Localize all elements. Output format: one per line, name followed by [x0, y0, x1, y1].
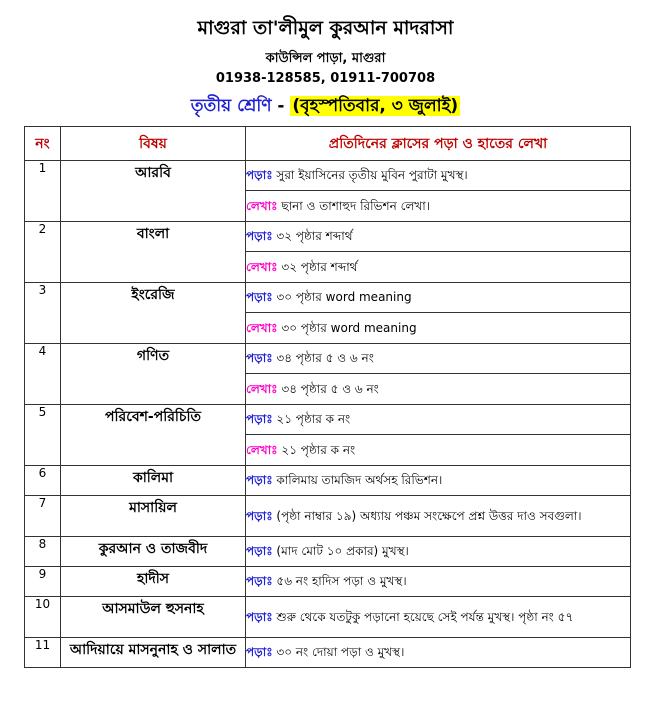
write-label: লেখাঃ — [246, 198, 278, 213]
write-label: লেখাঃ — [246, 381, 278, 396]
class-date-line — [0, 93, 651, 121]
row-number: 7 — [25, 496, 61, 537]
table-row — [25, 344, 631, 374]
read-text: (পৃষ্ঠা নাম্বার ১৯) অধ্যায় পঞ্চম সংক্ষেপে প্রশ্ন উত্তর দাও সবগুলা। — [272, 508, 582, 523]
read-text: সুরা ইয়াসিনের তৃতীয় মুবিন পুরাটা মুখস্থ। — [272, 168, 468, 182]
row-number: 2 — [25, 222, 61, 283]
read-text: ৩২ পৃষ্ঠার শব্দার্থ — [272, 229, 353, 243]
read-task — [246, 537, 631, 567]
table-row — [25, 466, 631, 496]
read-label: পড়াঃ — [246, 645, 273, 659]
phone-numbers: 01938-128585, 01911-700708 — [215, 71, 436, 86]
read-label: পড়াঃ — [246, 229, 273, 243]
read-label: পড়াঃ — [246, 609, 273, 624]
row-number: 6 — [25, 466, 61, 496]
write-task — [246, 435, 631, 466]
row-number: 11 — [25, 638, 61, 668]
row-number: 10 — [25, 597, 61, 638]
subject-name: বাংলা — [61, 222, 246, 283]
date-highlight: (বৃহস্পতিবার, ৩ জুলাই) — [292, 96, 459, 116]
row-number: 3 — [25, 283, 61, 344]
class-label: তৃতীয় শ্রেণি — [190, 96, 272, 116]
write-label: লেখাঃ — [246, 259, 278, 274]
read-text: কালিমায় তামজিদ অর্থসহ রিভিশন। — [272, 473, 443, 487]
read-task — [246, 597, 631, 638]
write-task — [246, 313, 631, 344]
read-task — [246, 222, 631, 252]
read-text: ২১ পৃষ্ঠার ক নং — [272, 412, 351, 426]
write-task — [246, 374, 631, 405]
read-task — [246, 161, 631, 191]
row-number: 4 — [25, 344, 61, 405]
subject-name: গণিত — [61, 344, 246, 405]
read-label: পড়াঃ — [246, 412, 273, 426]
write-label: লেখাঃ — [246, 320, 278, 335]
write-text: ছানা ও তাশাহুদ রিভিশন লেখা। — [277, 198, 431, 213]
table-row — [25, 405, 631, 435]
read-text: ৫৬ নং হাদিস পড়া ও মুখস্থ। — [272, 574, 407, 588]
table-row — [25, 597, 631, 638]
subject-name: আদিয়ায়ে মাসনুনাহ ও সালাত — [61, 638, 246, 668]
table-row — [25, 496, 631, 537]
write-text: ২১ পৃষ্ঠার ক নং — [277, 442, 356, 457]
read-task — [246, 567, 631, 597]
read-text: (মাদ মোট ১০ প্রকার) মুখস্থ। — [272, 544, 409, 558]
write-text: ৩০ পৃষ্ঠার word meaning — [277, 320, 417, 335]
read-label: পড়াঃ — [246, 473, 273, 487]
subject-name: মাসায়িল — [61, 496, 246, 537]
read-task — [246, 466, 631, 496]
subject-name: ইংরেজি — [61, 283, 246, 344]
read-text: শুরু থেকে যতটুকু পড়ানো হয়েছে সেই পর্যন্ত মুখস্থ। পৃষ্ঠা নং ৫৭ — [272, 609, 574, 624]
read-label: পড়াঃ — [246, 168, 273, 182]
subject-name: আসমাউল হুসনাহ — [61, 597, 246, 638]
write-label: লেখাঃ — [246, 442, 278, 457]
subject-name: পরিবেশ-পরিচিতি — [61, 405, 246, 466]
read-text: ৩০ পৃষ্ঠার word meaning — [272, 290, 412, 304]
read-task — [246, 283, 631, 313]
table-row — [25, 567, 631, 597]
header-subject: বিষয় — [61, 127, 246, 161]
table-row — [25, 161, 631, 191]
subject-name: কালিমা — [61, 466, 246, 496]
table-row — [25, 537, 631, 567]
read-label: পড়াঃ — [246, 351, 273, 365]
read-task — [246, 638, 631, 668]
subject-name: আরবি — [61, 161, 246, 222]
school-address: কাউন্সিল পাড়া, মাগুরা — [265, 51, 386, 66]
separator: - — [271, 96, 291, 116]
subject-name: কুরআন ও তাজবীদ — [61, 537, 246, 567]
table-header-row — [25, 127, 631, 161]
read-text: ৩৪ পৃষ্ঠার ৫ ও ৬ নং — [272, 351, 374, 365]
read-label: পড়াঃ — [246, 574, 273, 588]
subject-name: হাদীস — [61, 567, 246, 597]
table-row — [25, 283, 631, 313]
read-label: পড়াঃ — [246, 290, 273, 304]
write-text: ৩৪ পৃষ্ঠার ৫ ও ৬ নং — [277, 381, 379, 396]
table-row — [25, 222, 631, 252]
school-name: মাগুরা তা'লীমুল কুরআন মাদরাসা — [197, 17, 454, 39]
table-row — [25, 638, 631, 668]
write-task — [246, 191, 631, 222]
row-number: 1 — [25, 161, 61, 222]
row-number: 5 — [25, 405, 61, 466]
read-task — [246, 496, 631, 537]
read-text: ৩০ নং দোয়া পড়া ও মুখস্থ। — [272, 645, 405, 659]
row-number: 8 — [25, 537, 61, 567]
header-no: নং — [25, 127, 61, 161]
write-task — [246, 252, 631, 283]
routine-table — [24, 126, 631, 668]
read-task — [246, 405, 631, 435]
read-label: পড়াঃ — [246, 508, 273, 523]
header-task: প্রতিদিনের ক্লাসের পড়া ও হাতের লেখা — [246, 127, 631, 161]
write-text: ৩২ পৃষ্ঠার শব্দার্থ — [277, 259, 358, 274]
read-task — [246, 344, 631, 374]
row-number: 9 — [25, 567, 61, 597]
read-label: পড়াঃ — [246, 544, 273, 558]
